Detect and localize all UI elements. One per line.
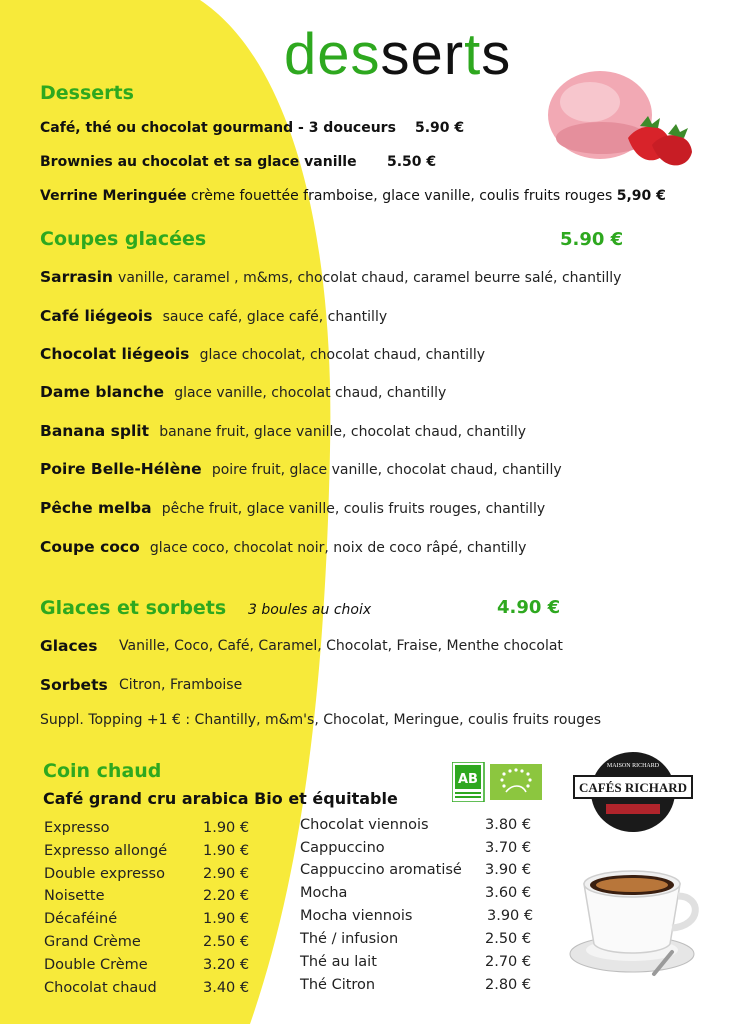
drink-item: Expresso allongé: [44, 843, 168, 859]
bio-logos: [452, 762, 544, 806]
coupe-item: Dame blanche glace vanille, chocolat chaud, chantilly: [40, 383, 447, 401]
svg-text:MAISON RICHARD: MAISON RICHARD: [606, 763, 660, 769]
desserts-heading: Desserts: [40, 82, 134, 104]
dessert-line-2: Brownies au chocolat et sa glace vanille: [40, 154, 357, 170]
coupes-price: 5.90 €: [560, 229, 624, 250]
page-title: desserts: [284, 22, 512, 87]
drink-item: Double expresso: [44, 866, 165, 882]
drink-price: 3.80 €: [485, 817, 532, 833]
drink-price: 3.40 €: [203, 980, 250, 996]
glaces-note: 3 boules au choix: [248, 602, 372, 618]
glaces-price: 4.90 €: [497, 597, 561, 618]
glaces-heading: Glaces et sorbets: [40, 597, 227, 619]
coin-chaud-heading: Coin chaud: [43, 760, 162, 782]
drink-price: 3.70 €: [485, 840, 532, 856]
sorbets-list: Citron, Framboise: [119, 677, 243, 693]
drink-item: Mocha: [300, 885, 348, 901]
dessert-line-2-price: 5.50 €: [387, 154, 437, 170]
glaces-line: Glaces: [40, 637, 98, 655]
coffee-cup-image: [562, 852, 702, 982]
coupes-heading: Coupes glacées: [40, 228, 207, 250]
drink-item: Thé au lait: [300, 954, 377, 970]
drink-price: 2.20 €: [203, 888, 250, 904]
drink-item: Expresso: [44, 820, 110, 836]
drink-item: Chocolat viennois: [300, 817, 429, 833]
drink-price: 1.90 €: [203, 843, 250, 859]
drink-item: Cappuccino: [300, 840, 385, 856]
drink-price: 3.90 €: [485, 862, 532, 878]
drink-item: Cappuccino aromatisé: [300, 862, 462, 878]
drink-price: 2.50 €: [203, 934, 250, 950]
coupe-item: Poire Belle-Hélène poire fruit, glace vanille, chocolat chaud, chantilly: [40, 460, 562, 478]
dessert-line-1-price: 5.90 €: [415, 120, 465, 136]
drink-item: Mocha viennois: [300, 908, 413, 924]
cafes-richard-logo: [572, 750, 694, 832]
drink-item: Thé / infusion: [300, 931, 399, 947]
svg-text:CAFÉS RICHARD: CAFÉS RICHARD: [579, 780, 687, 795]
drink-item: Grand Crème: [44, 934, 141, 950]
drink-price: 3.60 €: [485, 885, 532, 901]
coupe-item: Banana split banane fruit, glace vanille, chocolat chaud, chantilly: [40, 422, 526, 440]
svg-text:AB: AB: [458, 772, 478, 787]
drink-price: 2.90 €: [203, 866, 250, 882]
ab-eu-logo-icon: [452, 762, 544, 802]
drink-item: Thé Citron: [300, 977, 376, 993]
coupe-item: Café liégeois sauce café, glace café, chantilly: [40, 307, 388, 325]
glaces-list: Vanille, Coco, Café, Caramel, Chocolat, Fraise, Menthe chocolat: [119, 638, 563, 654]
dessert-line-1: Café, thé ou chocolat gourmand - 3 douceurs: [40, 120, 396, 136]
sorbets-line: Sorbets: [40, 676, 108, 694]
dessert-image: [540, 60, 700, 180]
drink-item: Chocolat chaud: [44, 980, 157, 996]
drink-price: 3.90 €: [487, 908, 534, 924]
topping-line: Suppl. Topping +1 € : Chantilly, m&m's, Chocolat, Meringue, coulis fruits rouges: [40, 712, 602, 728]
drink-price: 1.90 €: [203, 911, 250, 927]
drink-price: 1.90 €: [203, 820, 250, 836]
drink-price: 2.50 €: [485, 931, 532, 947]
coupe-item: Chocolat liégeois glace chocolat, chocolat chaud, chantilly: [40, 345, 486, 363]
coupe-item: Sarrasin vanille, caramel , m&ms, chocolat chaud, caramel beurre salé, chantilly: [40, 268, 622, 286]
drink-price: 3.20 €: [203, 957, 250, 973]
drink-price: 2.80 €: [485, 977, 532, 993]
coupe-item: Pêche melba pêche fruit, glace vanille, coulis fruits rouges, chantilly: [40, 499, 546, 517]
drink-item: Décaféiné: [44, 911, 118, 927]
dessert-line-3: Verrine Meringuée crème fouettée framboise, glace vanille, coulis fruits rouges 5,90 €: [40, 188, 666, 204]
drink-item: Noisette: [44, 888, 105, 904]
coin-chaud-subheading: Café grand cru arabica Bio et équitable: [43, 789, 398, 808]
drink-item: Double Crème: [44, 957, 148, 973]
drink-price: 2.70 €: [485, 954, 532, 970]
coupe-item: Coupe coco glace coco, chocolat noir, noix de coco râpé, chantilly: [40, 538, 527, 556]
